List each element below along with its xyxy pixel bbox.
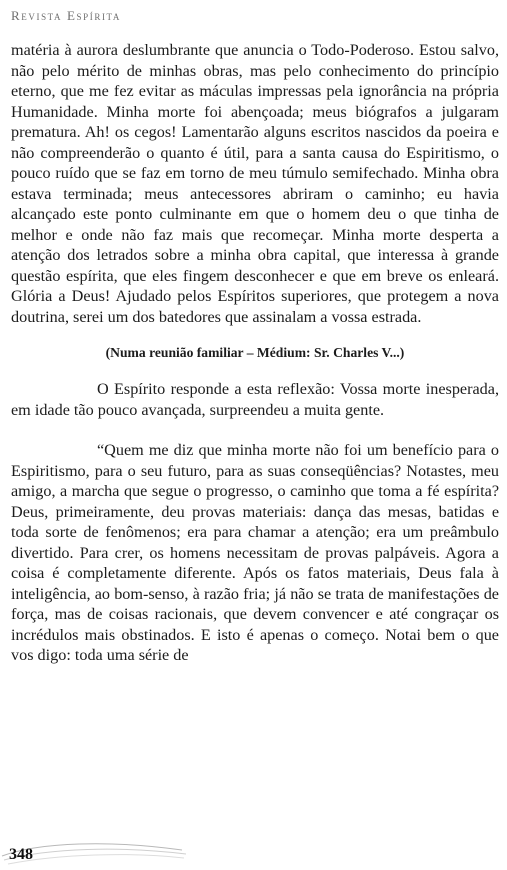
paragraph-2: O Espírito responde a esta reflexão: Vossa morte inesperada, em idade tão pouco avançada, surpreendeu a muita gente. xyxy=(11,380,499,419)
body-text xyxy=(11,40,499,666)
section-caption: (Numa reunião familiar – Médium: Sr. Charles V...) xyxy=(105,345,405,360)
paragraph-gap xyxy=(11,420,499,440)
paragraph-1: matéria à aurora deslumbrante que anuncia o Todo-Poderoso. Estou salvo, não pelo mérito de minhas obras, mas pelo conhecimento do princípio eterno, que me fez evitar as máculas impressas pela ignorância na própria Humanidade. Minha morte foi abençoada; meus biógrafos a julgaram prematura. Ah! os cegos! Lamentarão alguns escritos nascidos da poeira e não compreenderão o quanto é útil, para a santa causa do Espiritismo, o pouco ruído que se faz em torno de meu túmulo semifechado. Minha obra estava terminada; meus antecessores abriram o caminho; eu havia alcançado este ponto culminante em que o homem deu o que tinha de melhor e onde não faz mais que recomeçar. Minha morte desperta a atenção dos letrados sobre a minha obra capital, que interessa à grande questão espírita, que eles fingem desconhecer e que em breve os enleará. Glória a Deus! Ajudado pelos Espíritos superiores, que protegem a nova doutrina, serei um dos batedores que assinalam a vossa estrada. xyxy=(11,41,499,326)
running-header: Revista Espírita xyxy=(11,8,122,23)
page-number: 348 xyxy=(9,846,33,863)
paragraph-3: “Quem me diz que minha morte não foi um benefício para o Espiritismo, para o seu futuro, para as suas conseqüências? Notastes, meu amigo, a marcha que segue o progresso, o caminho que toma a fé espírita? Deus, primeiramente, deu provas materiais: dança das mesas, batidas e toda sorte de fenômenos; era para chamar a atenção; era um preâmbulo divertido. Para crer, os homens necessitam de provas palpáveis. Agora a coisa é completamente diferente. Após os fatos materiais, Deus fala à inteligência, ao bom-senso, à razão fria; já não se trata de manifestações de força, mas de coisas racionais, que devem convencer e até congraçar os incrédulos mais obstinados. E isto é apenas o começo. Notai bem o que vos digo: toda uma série de xyxy=(11,441,499,664)
